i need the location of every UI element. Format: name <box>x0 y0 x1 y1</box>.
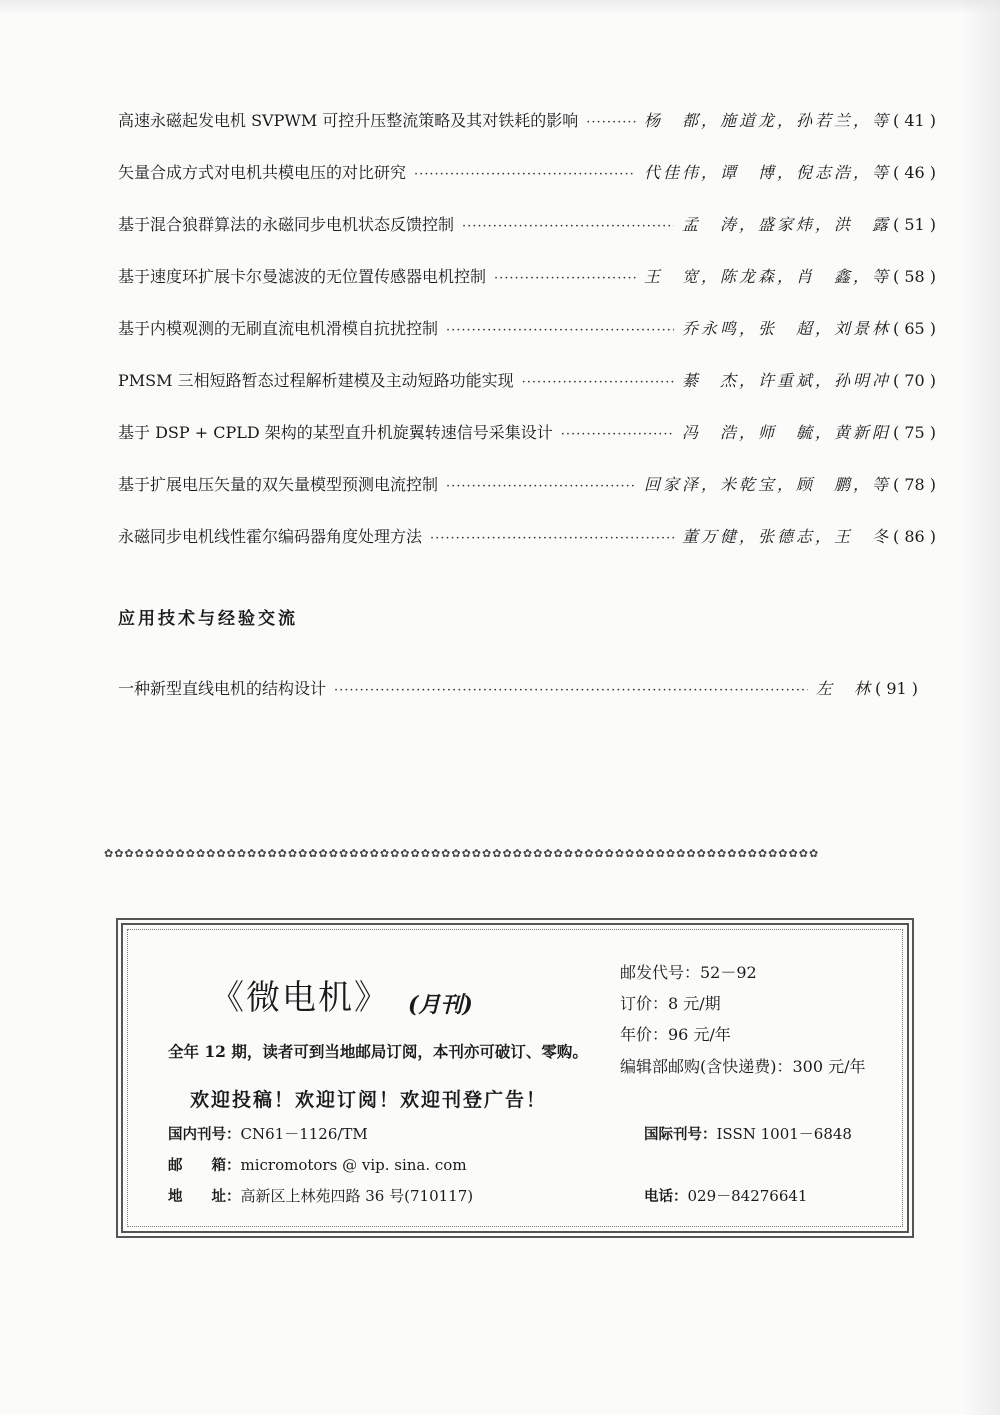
toc-authors: 回家泽，米乾宝，顾 鹏，等 <box>643 475 891 494</box>
toc-entry[interactable] <box>118 264 936 316</box>
toc-page: ( 75 ) <box>892 423 936 442</box>
toc-title: 基于速度环扩展卡尔曼滤波的无位置传感器电机控制 <box>118 267 487 286</box>
toc-authors: 冯 浩，师 毓，黄新阳 <box>681 423 891 442</box>
toc-authors: 綦 杰，许重斌，孙明冲 <box>681 371 891 390</box>
toc-entry[interactable] <box>118 368 936 420</box>
domestic-issn-value: CN61－1126/TM <box>240 1125 368 1143</box>
toc-page: ( 78 ) <box>892 475 936 494</box>
toc-title: 基于 DSP + CPLD 架构的某型直升机旋翼转速信号采集设计 <box>118 423 553 442</box>
toc-entry[interactable] <box>118 212 936 264</box>
address-label: 地 址： <box>168 1189 241 1205</box>
annual-price: 年价：96 元/年 <box>620 1025 731 1044</box>
toc-authors: 孟 涛，盛家炜，洪 露 <box>681 215 891 234</box>
toc-entry[interactable] <box>118 676 918 728</box>
toc-title: 一种新型直线电机的结构设计 <box>118 679 327 698</box>
journal-title: 《微电机》 <box>210 978 390 1018</box>
issue-price: 订价：8 元/期 <box>620 994 721 1013</box>
toc-entry[interactable] <box>118 420 936 472</box>
toc-entry[interactable] <box>118 108 936 160</box>
toc-authors: 杨 都，施道龙，孙若兰，等 <box>643 111 891 130</box>
toc-title: 基于内模观测的无刷直流电机滑模自抗扰控制 <box>118 319 439 338</box>
toc-title: 永磁同步电机线性霍尔编码器角度处理方法 <box>118 527 423 546</box>
leader-dots <box>446 323 674 338</box>
phone-value: 029－84276641 <box>687 1187 808 1205</box>
toc-page: ( 41 ) <box>892 111 936 130</box>
address-value: 高新区上林苑四路 36 号(710117) <box>240 1187 474 1205</box>
ornamental-divider <box>104 848 930 860</box>
toc-entry[interactable] <box>118 524 936 576</box>
leader-dots <box>414 167 636 182</box>
postal-code: 邮发代号：52－92 <box>620 963 757 982</box>
toc-title: 高速永磁起发电机 SVPWM 可控升压整流策略及其对铁耗的影响 <box>118 111 579 130</box>
welcome-slogan: 欢迎投稿！欢迎订阅！欢迎刊登广告！ <box>190 1089 548 1111</box>
editorial-mail-order: 编辑部邮购(含快递费)：300 元/年 <box>620 1057 866 1076</box>
email <box>168 1154 467 1175</box>
toc-page: ( 58 ) <box>892 267 936 286</box>
leader-dots <box>494 271 636 286</box>
email-value[interactable]: micromotors @ vip. sina. com <box>240 1156 467 1174</box>
domestic-issn <box>168 1123 368 1144</box>
scan-shadow-top <box>0 0 1000 14</box>
toc-page: ( 86 ) <box>892 527 936 546</box>
subscription-note: 全年 12 期，读者可到当地邮局订阅，本刊亦可破订、零购。 <box>168 1042 588 1061</box>
toc-title: 基于扩展电压矢量的双矢量模型预测电流控制 <box>118 475 439 494</box>
journal-frequency: (月刊) <box>408 992 473 1018</box>
scan-shadow-right <box>962 0 1000 1415</box>
table-of-contents <box>118 108 936 576</box>
leader-dots <box>462 219 674 234</box>
leader-dots <box>561 427 674 442</box>
toc-page: ( 91 ) <box>874 679 918 698</box>
toc-page: ( 51 ) <box>892 215 936 234</box>
toc-page: ( 46 ) <box>892 163 936 182</box>
toc-entry[interactable] <box>118 316 936 368</box>
toc-authors: 代佳伟，谭 博，倪志浩，等 <box>643 163 891 182</box>
domestic-issn-label: 国内刊号： <box>168 1127 241 1143</box>
phone-label: 电话： <box>644 1189 688 1205</box>
toc-authors: 董万健，张德志，王 冬 <box>681 527 891 546</box>
toc-page: ( 65 ) <box>892 319 936 338</box>
international-issn <box>644 1123 852 1144</box>
leader-dots <box>430 531 674 546</box>
leader-dots <box>334 683 808 698</box>
leader-dots <box>586 115 636 130</box>
section-heading: 应用技术与经验交流 <box>118 609 298 629</box>
toc-page: ( 70 ) <box>892 371 936 390</box>
address <box>168 1185 473 1206</box>
leader-dots <box>446 479 636 494</box>
toc-title: PMSM 三相短路暂态过程解析建模及主动短路功能实现 <box>118 371 514 390</box>
toc-title: 矢量合成方式对电机共模电压的对比研究 <box>118 163 407 182</box>
phone <box>644 1185 807 1206</box>
email-label: 邮 箱： <box>168 1158 241 1174</box>
toc-authors: 王 宽，陈龙森，肖 鑫，等 <box>643 267 891 286</box>
toc-entry[interactable] <box>118 472 936 524</box>
international-issn-value: ISSN 1001－6848 <box>716 1125 852 1143</box>
leader-dots <box>522 375 674 390</box>
toc-entry[interactable] <box>118 160 936 212</box>
section-contents <box>118 676 918 728</box>
international-issn-label: 国际刊号： <box>644 1127 717 1143</box>
toc-authors: 左 林 <box>815 679 873 698</box>
toc-title: 基于混合狼群算法的永磁同步电机状态反馈控制 <box>118 215 455 234</box>
toc-authors: 乔永鸣，张 超，刘景林 <box>681 319 891 338</box>
